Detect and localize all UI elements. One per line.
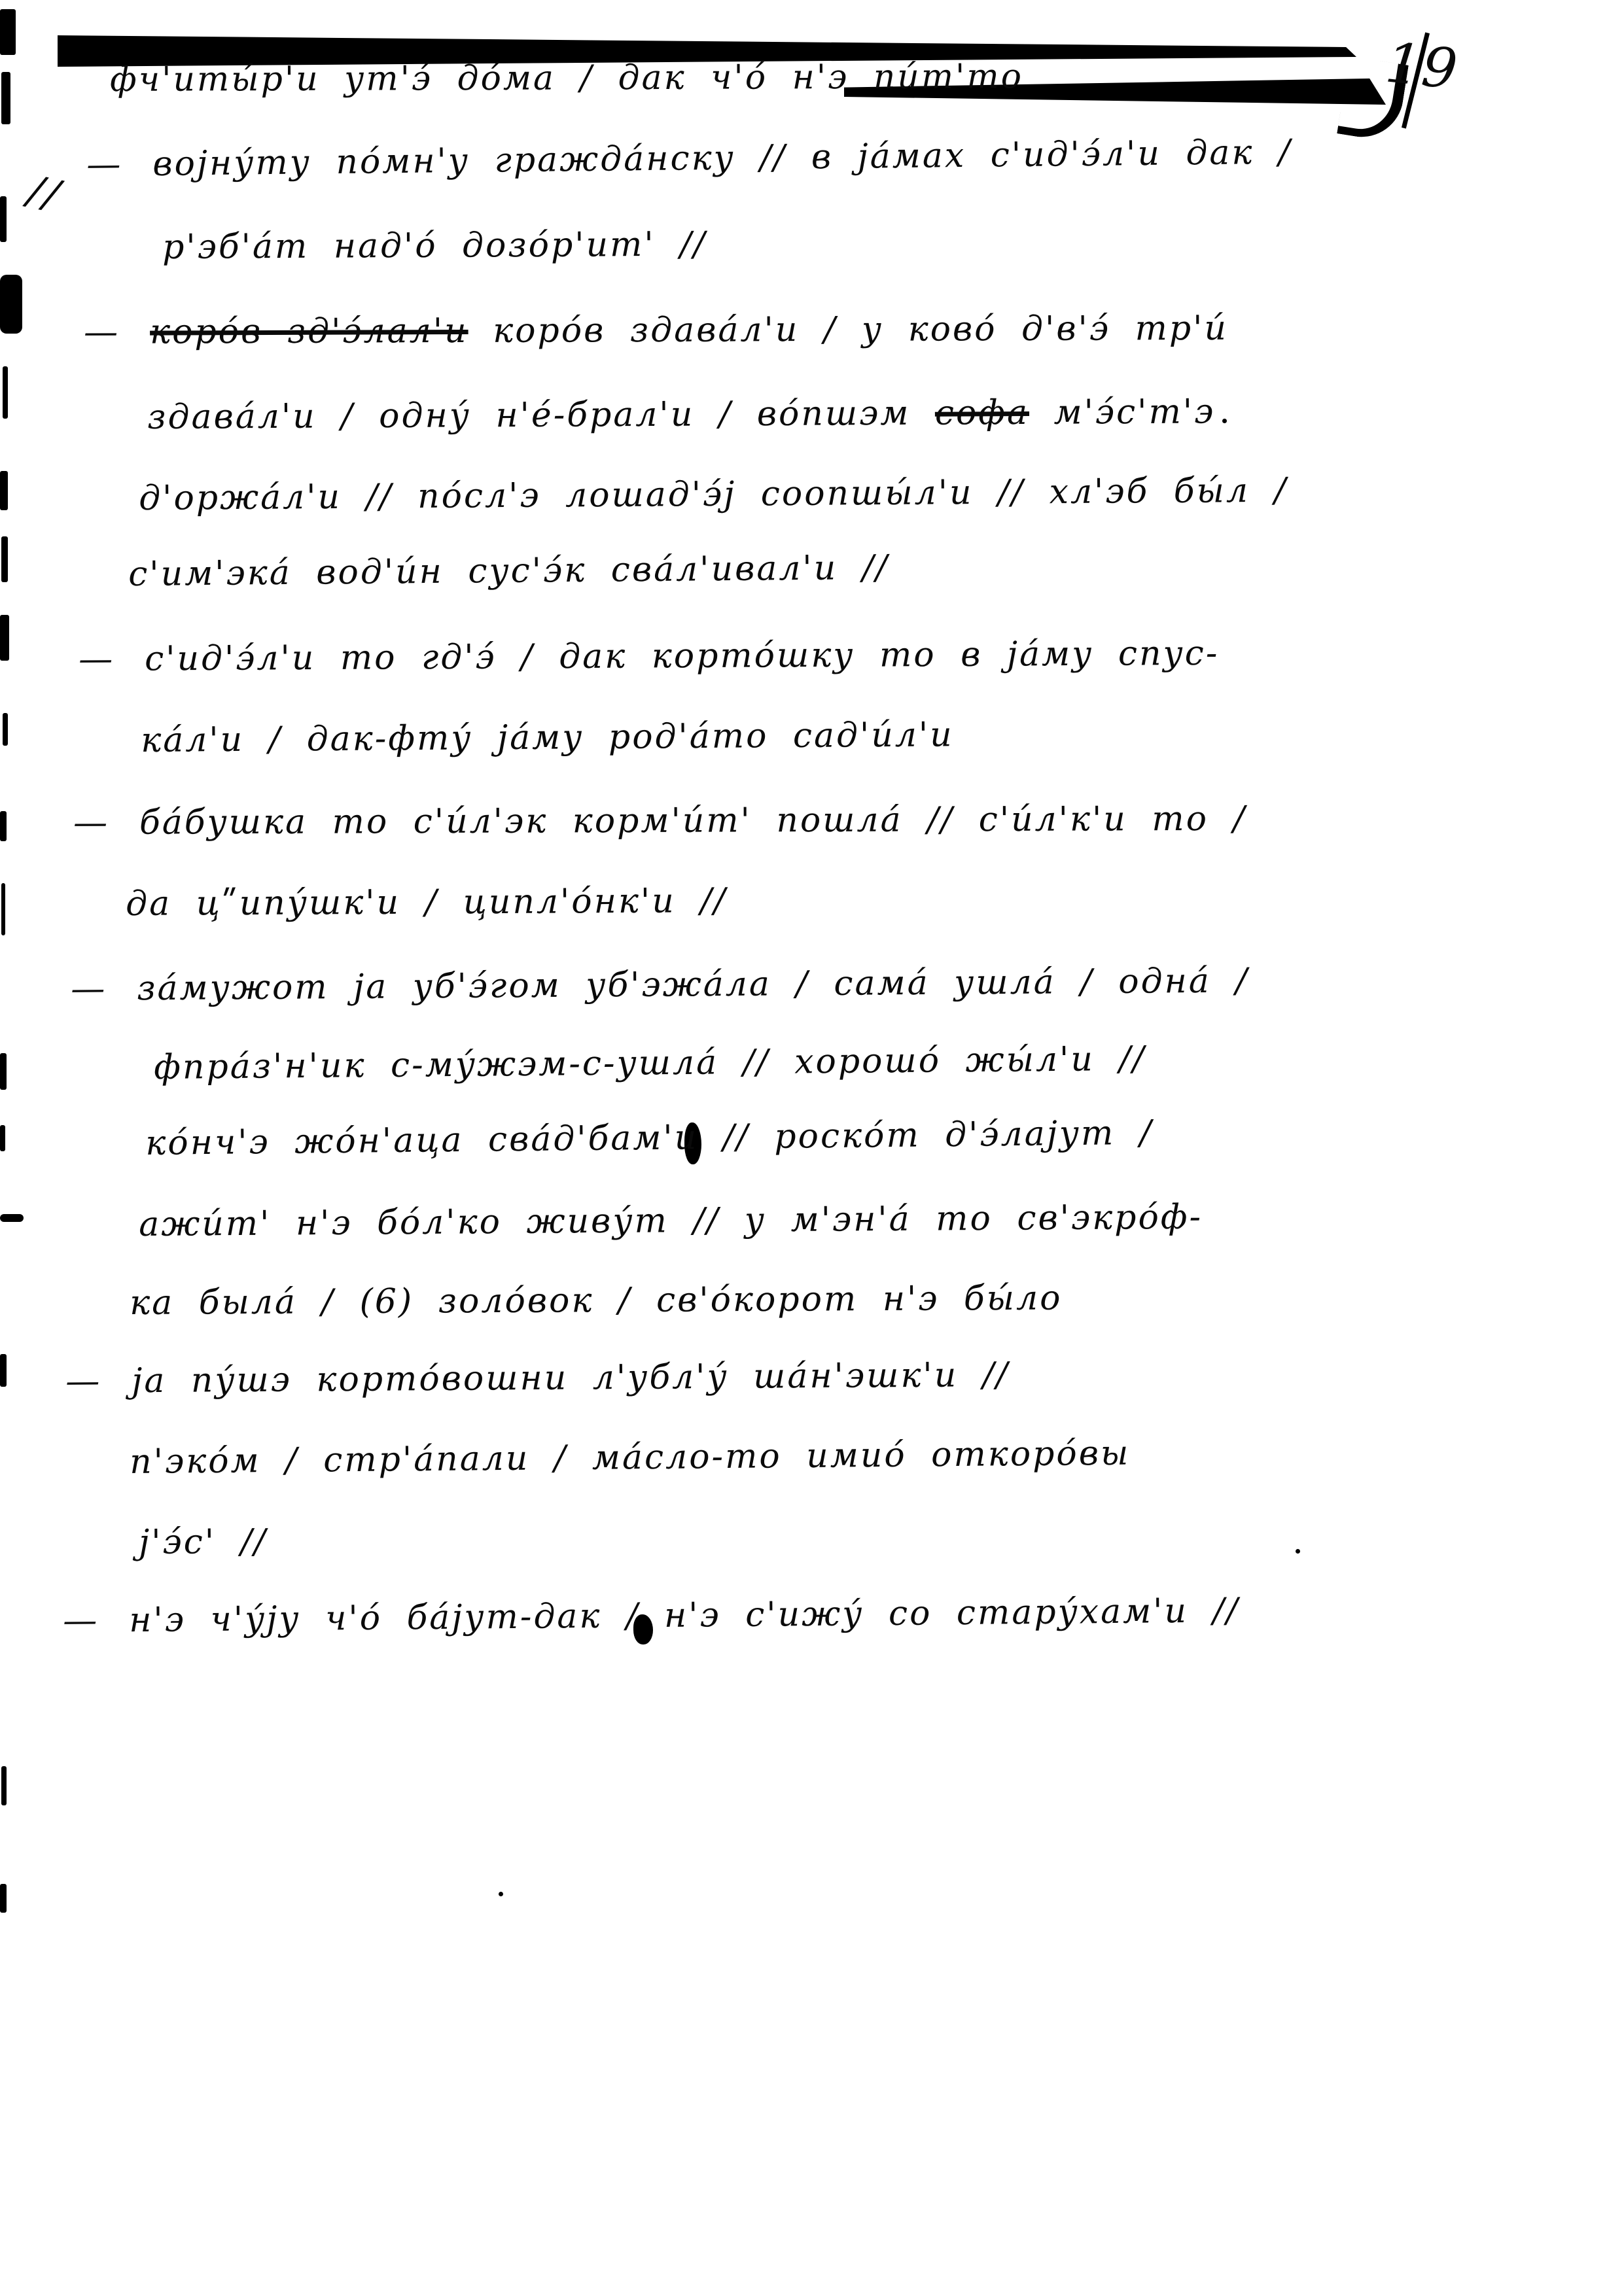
line-text: п'эко́м / стр'а́пали / ма́сло-то имио́ откоро́вы [130,1433,1131,1482]
manuscript-line [86,133,1292,184]
manuscript-line [130,1434,1131,1482]
line-text: н'э ч'у́ју ч'о́ ба́јут-дак / н'э с'ижу́ со стару́хам'и // [128,1591,1240,1641]
scan-speck [1222,419,1227,423]
manuscript-line [154,1039,1146,1087]
line-text: ја пу́шэ корто́вошни л'убл'у́ ша́н'эшк'и // [131,1355,1010,1401]
manuscript-line [141,715,954,760]
manuscript-line [84,309,1228,352]
line-text: здава́л'и / одну́ н'е́-брал'и / во́пшэм [147,393,936,437]
line-text: да цʺипу́шк'и / ципл'о́нк'и // [126,881,728,924]
line-text: д'оржа́л'и // по́сл'э лошад'э́ј соопшы́л'и // хл'эб бы́л / [139,470,1288,518]
manuscript-line [126,881,727,924]
manuscript-line [145,1113,1154,1163]
line-text: ка́л'и / дак-фту́ ја́му род'а́то сад'и́л'и [141,715,954,760]
line-dash: — [73,803,110,843]
scan-artifact [1,536,8,582]
margin-pause-mark: // [24,165,66,220]
scan-artifact [1,1766,7,1805]
scan-artifact [0,811,7,841]
manuscript-line [128,548,889,594]
line-text: ба́бушка то с'и́л'эк корм'и́т' пошла́ // с'и́л'к'и то / [139,799,1247,843]
scan-artifact [3,713,8,746]
line-text: р'эб'а́т над'о́ дозо́р'ит' // [162,224,707,267]
scan-artifact [0,196,7,242]
manuscript-line [139,1522,268,1562]
scan-speck [499,1892,503,1896]
page-number: 19 [1383,30,1462,102]
line-text: ка была́ / (6) золо́вок / св'о́корот н'э бы́ло [130,1278,1063,1323]
manuscript-line [147,392,1215,437]
line-text: војну́ту по́мн'у гражда́нску // в ја́мах с'ид'э́л'и дак / [152,132,1292,184]
line-text-struck: коро́в зд'э́лал'и [149,311,468,352]
line-text: фпра́з'н'ик с-му́жэм-с-ушла́ // хорошо́ жы́л'и // [154,1039,1146,1087]
line-text-struck: софа [934,392,1030,433]
line-dash: — [71,969,107,1009]
line-text: ко́нч'э жо́н'аца сва́д'бам'и // роско́т д'э́лајут / [145,1113,1154,1163]
line-text: с'им'эка́ вод'и́н сус'э́к сва́л'ивал'и // [128,548,890,594]
scan-artifact [0,615,9,661]
scan-artifact [3,366,8,419]
manuscript-line [79,634,1220,679]
scan-artifact [0,9,16,55]
manuscript-line [110,57,1023,99]
manuscript-line [63,1591,1240,1641]
line-dash: — [86,145,123,184]
scan-artifact [0,1354,7,1387]
line-dash: — [63,1601,99,1641]
line-text: ј'э́с' // [139,1522,268,1562]
manuscript-line [139,1198,1203,1244]
scan-artifact [0,1125,5,1151]
line-text: коро́в здава́л'и / у ково́ д'в'э́ тр'и́ [468,308,1229,351]
manuscript-line [130,1279,1063,1323]
manuscript-line [139,471,1288,518]
manuscript-line [73,799,1246,843]
line-text: ажи́т' н'э бо́л'ко живу́т // у м'эн'а́ то св'экро́ф- [139,1197,1203,1244]
scan-artifact [0,275,22,334]
manuscript-line [162,225,707,267]
line-text: м'э́с'т'э [1029,392,1216,432]
manuscript-line [71,961,1249,1009]
line-text: с'ид'э́л'и то гд'э́ / дак корто́шку то в ја́му спус- [144,633,1220,679]
line-dash: — [84,312,120,352]
scan-artifact [0,1214,24,1222]
line-dash: — [79,639,115,679]
scan-artifact [0,471,8,510]
line-dash: — [65,1361,102,1401]
scan-artifact [0,1884,7,1913]
scan-artifact [1,72,10,124]
scan-speck [1296,1549,1300,1554]
line-text: за́мужот ја уб'э́гом уб'эжа́ла / сама́ ушла́ / одна́ / [136,961,1250,1009]
manuscript-line [65,1355,1010,1401]
scan-artifact [1,883,5,935]
line-text: фч'иты́р'и ут'э́ до́ма / дак ч'о́ н'э пи́т'то [110,57,1024,99]
scan-artifact [0,1053,7,1090]
